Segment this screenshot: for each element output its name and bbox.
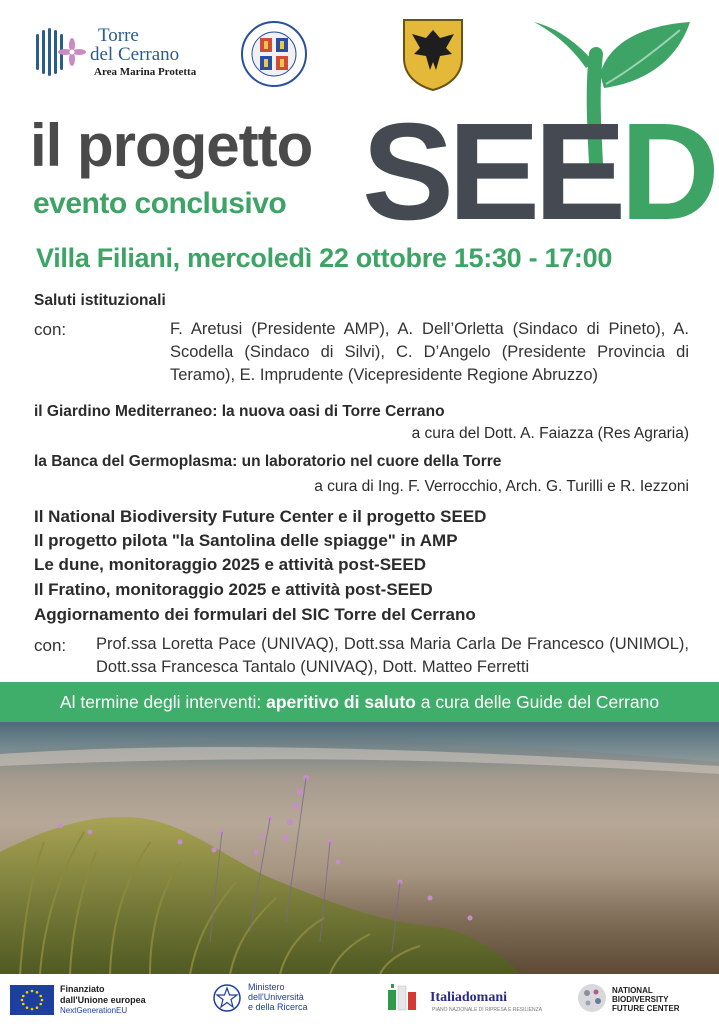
title-main: il progetto xyxy=(30,112,313,179)
banner-highlight: aperitivo di saluto xyxy=(266,692,416,712)
beach-grass-illustration xyxy=(0,722,719,974)
banner-prefix: Al termine degli interventi: xyxy=(59,692,267,712)
banca-title: la Banca del Germoplasma: un laboratorio nel cuore della Torre xyxy=(34,453,502,470)
beach-dune-photo xyxy=(0,722,719,974)
programme-item-5: Aggiornamento dei formulari del SIC Torre del Cerrano xyxy=(34,605,476,624)
torre-name-line2: del Cerrano xyxy=(90,44,180,65)
eu-line3: NextGenerationEU xyxy=(60,1006,128,1015)
torre-sub: Area Marina Protetta xyxy=(94,66,197,78)
nbfc-line2: BIODIVERSITY xyxy=(612,995,669,1004)
torre-del-cerrano-logo xyxy=(32,24,204,82)
eu-funding-logo xyxy=(10,982,180,1018)
seed-part2: D xyxy=(620,95,714,249)
mur-line3: e della Ricerca xyxy=(248,1002,308,1012)
municipal-seal-icon xyxy=(240,20,308,88)
eu-flag-icon xyxy=(10,985,54,1015)
mur-line1: Ministero xyxy=(248,982,285,992)
eu-line2: dall'Unione europea xyxy=(60,995,146,1005)
programme-item-1: Il National Biodiversity Future Center e il progetto SEED xyxy=(34,507,487,526)
seed-part1: SEE xyxy=(362,95,621,249)
italiadomani-sub: PIANO NAZIONALE DI RIPRESA E RESILIENZA xyxy=(432,1007,543,1013)
mur-line2: dell'Università xyxy=(248,992,304,1002)
italiadomani-text: Italiadomani xyxy=(430,990,508,1005)
giardino-title: il Giardino Mediterraneo: la nuova oasi di Torre Cerrano xyxy=(34,403,445,420)
torre-cerrano-mark-icon xyxy=(32,26,88,78)
nbfc-globe-icon xyxy=(576,982,608,1014)
banca-curator: a cura di Ing. F. Verrocchio, Arch. G. Turilli e R. Iezzoni xyxy=(314,478,689,495)
saluti-title: Saluti istituzionali xyxy=(34,292,166,309)
italian-emblem-icon xyxy=(212,982,242,1014)
sponsor-footer xyxy=(0,974,719,1024)
mur-logo xyxy=(212,982,342,1018)
seed-wordmark xyxy=(362,95,714,249)
italiadomani-logo xyxy=(386,982,543,1018)
banner-suffix: a cura delle Guide del Cerrano xyxy=(415,692,660,712)
programme-item-3: Le dune, monitoraggio 2025 e attività post-SEED xyxy=(34,555,427,574)
event-date-line: Villa Filiani, mercoledì 22 ottobre 15:30 - 17:00 xyxy=(36,243,613,273)
programme-item-4: Il Fratino, monitoraggio 2025 e attività post-SEED xyxy=(34,580,433,599)
nbfc-line1: NATIONAL xyxy=(612,986,653,995)
italiadomani-mark-icon xyxy=(386,982,426,1014)
eu-line1: Finanziato xyxy=(60,984,105,994)
final-speakers: Prof.ssa Loretta Pace (UNIVAQ), Dott.ssa Maria Carla De Francesco (UNIMOL), Dott.ssa Francesca Tantalo (UNIVAQ), Dott. Matteo Ferretti xyxy=(96,635,689,676)
torre-name-line1: Torre xyxy=(98,25,139,46)
nbfc-logo xyxy=(576,982,716,1018)
saluti-speakers: F. Aretusi (Presidente AMP), A. Dell’Orletta (Sindaco di Pineto), A. Scodella (Sindaco di Silvi), C. D’Angelo (Presidente Provincia di Teramo), E. Imprudente (Vicepresidente Regione Abruzzo) xyxy=(170,320,689,384)
aperitivo-banner xyxy=(0,682,719,722)
con-label-1: con: xyxy=(34,320,67,339)
con-label-2: con: xyxy=(34,636,67,655)
programme-item-2: Il progetto pilota "la Santolina delle spiagge" in AMP xyxy=(34,531,458,550)
giardino-curator: a cura del Dott. A. Faiazza (Res Agraria) xyxy=(411,425,689,442)
title-sub: evento conclusivo xyxy=(33,187,287,220)
eagle-crest-icon xyxy=(402,18,464,92)
nbfc-line3: FUTURE CENTER xyxy=(612,1004,680,1013)
